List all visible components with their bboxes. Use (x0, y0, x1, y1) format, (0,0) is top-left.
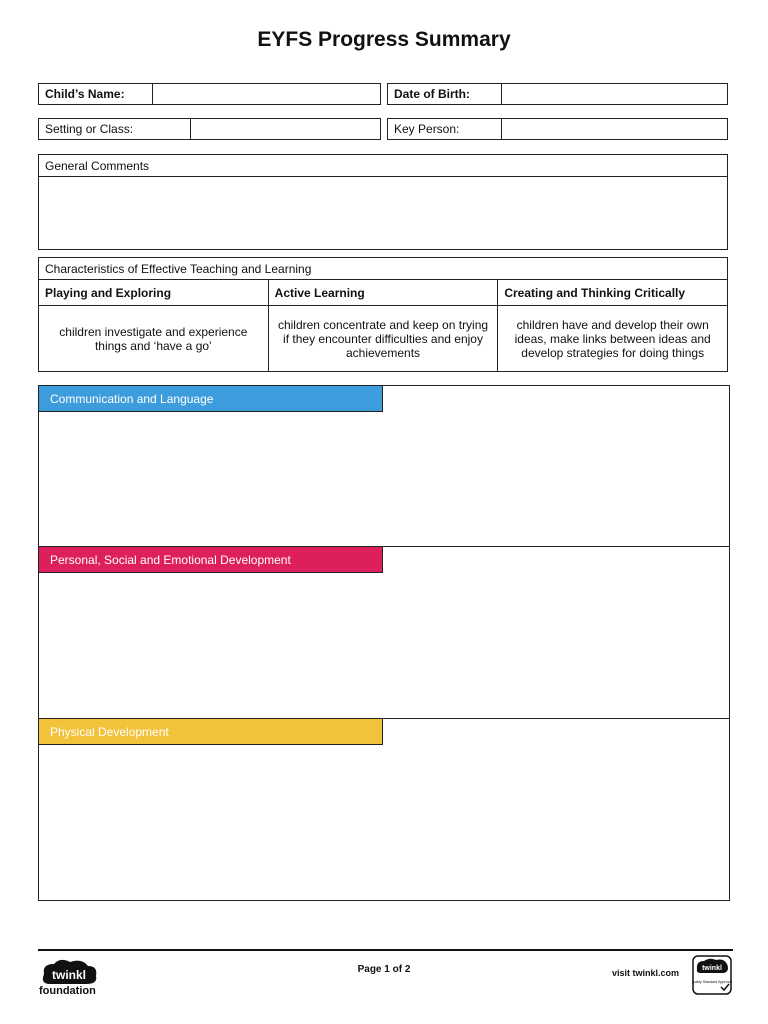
area-communication-language[interactable] (39, 386, 729, 546)
footer-divider (38, 949, 733, 951)
visit-link[interactable]: visit twinkl.com (612, 968, 680, 978)
page-number: Page 1 of 2 (357, 964, 411, 975)
childs-name-field[interactable] (38, 83, 381, 105)
page-title: EYFS Progress Summary (257, 28, 511, 51)
area-personal-social-emotional[interactable] (39, 546, 729, 718)
areas-of-learning (38, 385, 730, 901)
key-person-label: Key Person: (388, 119, 502, 139)
general-comments-label: General Comments (39, 155, 727, 177)
setting-or-class-input[interactable] (191, 119, 380, 139)
badge-wordmark: twinkl (702, 965, 722, 972)
date-of-birth-label: Date of Birth: (388, 84, 502, 104)
logo-wordmark: twinkl (51, 968, 87, 982)
badge-caption: Quality Standard Approved (692, 980, 732, 984)
general-comments-area[interactable] (39, 177, 727, 250)
childs-name-label: Child’s Name: (39, 84, 153, 104)
area-label-communication-language: Communication and Language (39, 386, 383, 412)
key-person-field[interactable] (387, 118, 728, 140)
area-label-physical-development: Physical Development (39, 719, 383, 745)
area-physical-development[interactable] (39, 718, 729, 900)
characteristics-table (38, 257, 728, 372)
column-heading-active-learning: Active Learning (269, 280, 499, 305)
logo-subtext: foundation (39, 985, 96, 996)
key-person-input[interactable] (502, 119, 727, 139)
column-description-active-learning: children concentrate and keep on trying if they encounter difficulties and enjoy achievements (269, 306, 499, 372)
childs-name-input[interactable] (153, 84, 380, 104)
twinkl-foundation-logo (38, 956, 102, 996)
area-label-personal-social-emotional: Personal, Social and Emotional Development (39, 547, 383, 573)
column-description-playing-exploring: children investigate and experience things and ‘have a go’ (39, 306, 269, 372)
characteristics-label: Characteristics of Effective Teaching and Learning (39, 258, 727, 280)
quality-badge-icon (692, 955, 732, 995)
column-description-creating-thinking: children have and develop their own ideas, make links between ideas and develop strategies for doing things (514, 318, 711, 360)
date-of-birth-field[interactable] (387, 83, 728, 105)
general-comments-box (38, 154, 728, 250)
column-heading-playing-exploring: Playing and Exploring (39, 280, 269, 305)
column-heading-creating-thinking: Creating and Thinking Critically (504, 285, 686, 300)
setting-or-class-label: Setting or Class: (39, 119, 191, 139)
date-of-birth-input[interactable] (502, 84, 727, 104)
setting-or-class-field[interactable] (38, 118, 381, 140)
